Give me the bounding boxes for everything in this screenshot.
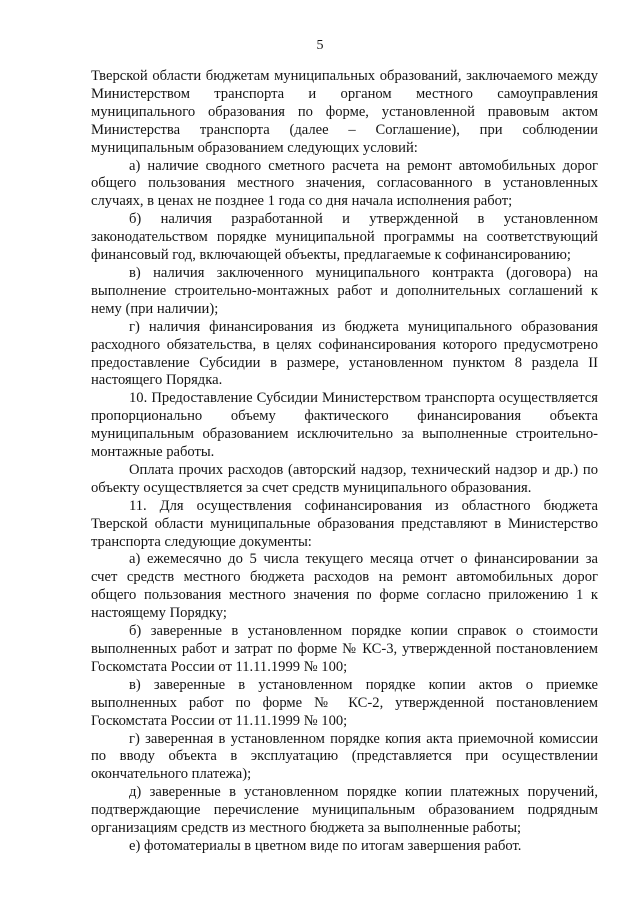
paragraph-condition-b: б) наличия разработанной и утвержденной в установленном законодательством порядке муниципальной программы на соответствующий финансовый год, включающей объекты, предлагаемые к софинансированию; (91, 211, 598, 264)
paragraph-clause-11: 11. Для осуществления софинансирования из областного бюджета Тверской области муниципальные образования представляют в Министерство транспорта следующие документы: (91, 497, 598, 550)
paragraph-other-expenses: Оплата прочих расходов (авторский надзор, технический надзор и др.) по объекту осуществляется за счет средств муниципального образования. (91, 461, 598, 496)
paragraph-document-b: б) заверенные в установленном порядке копии справок о стоимости выполненных работ и затрат по форме № КС-3, утвержденной постановлением Госкомстата России от 11.11.1999 № 100; (91, 623, 598, 675)
paragraph-document-d: д) заверенные в установленном порядке копии платежных поручений, подтверждающие перечисление муниципальным образованием подрядным организациям средств из местного бюджета за выполненные работы; (91, 784, 598, 837)
page-number: 5 (316, 38, 324, 53)
paragraph-document-v: в) заверенные в установленном порядке копии актов о приемке выполненных работ по форме № КС-2, утвержденной постановлением Госкомстата России от 11.11.1999 № 100; (91, 676, 598, 729)
paragraph-continuation-conditions: Тверской области бюджетам муниципальных образований, заключаемого между Министерством транспорта и органом местного самоуправления муниципального образования по форме, установленной правовым актом Министерства транспорта (далее – Соглашение), при соблюдении муниципальным образованием следующих условий: (91, 68, 598, 156)
paragraph-condition-g: г) наличия финансирования из бюджета муниципального образования расходного обязательства, в целях софинансирования которого предусмотрено предоставление Субсидии в размере, установленном пунктом 8 раздела II настоящего Порядка. (91, 318, 598, 389)
paragraph-document-g: г) заверенная в установленном порядке копия акта приемочной комиссии по вводу объекта в эксплуатацию (представляется при осуществлении окончательного платежа); (91, 730, 598, 783)
paragraph-document-a: а) ежемесячно до 5 числа текущего месяца отчет о финансировании за счет средств местного бюджета расходов на ремонт автомобильных дорог общего пользования местного значения по форме согласно приложению 1 к настоящему Порядку; (91, 551, 598, 622)
paragraph-condition-v: в) наличия заключенного муниципального контракта (договора) на выполнение строительно-монтажных работ и дополнительных соглашений к нему (при наличии); (91, 264, 598, 317)
paragraph-condition-a: а) наличие сводного сметного расчета на ремонт автомобильных дорог общего пользования местного значения, согласованного в установленных случаях, в ценах не позднее 1 года со дня начала исполнения работ; (91, 157, 598, 210)
document-body (91, 68, 598, 856)
paragraph-clause-10: 10. Предоставление Субсидии Министерством транспорта осуществляется пропорционально объему фактического финансирования объекта муниципальным образованием исключительно за выполненные строительно-монтажные работы. (91, 390, 598, 461)
paragraph-document-e: е) фотоматериалы в цветном виде по итогам завершения работ. (129, 837, 522, 854)
